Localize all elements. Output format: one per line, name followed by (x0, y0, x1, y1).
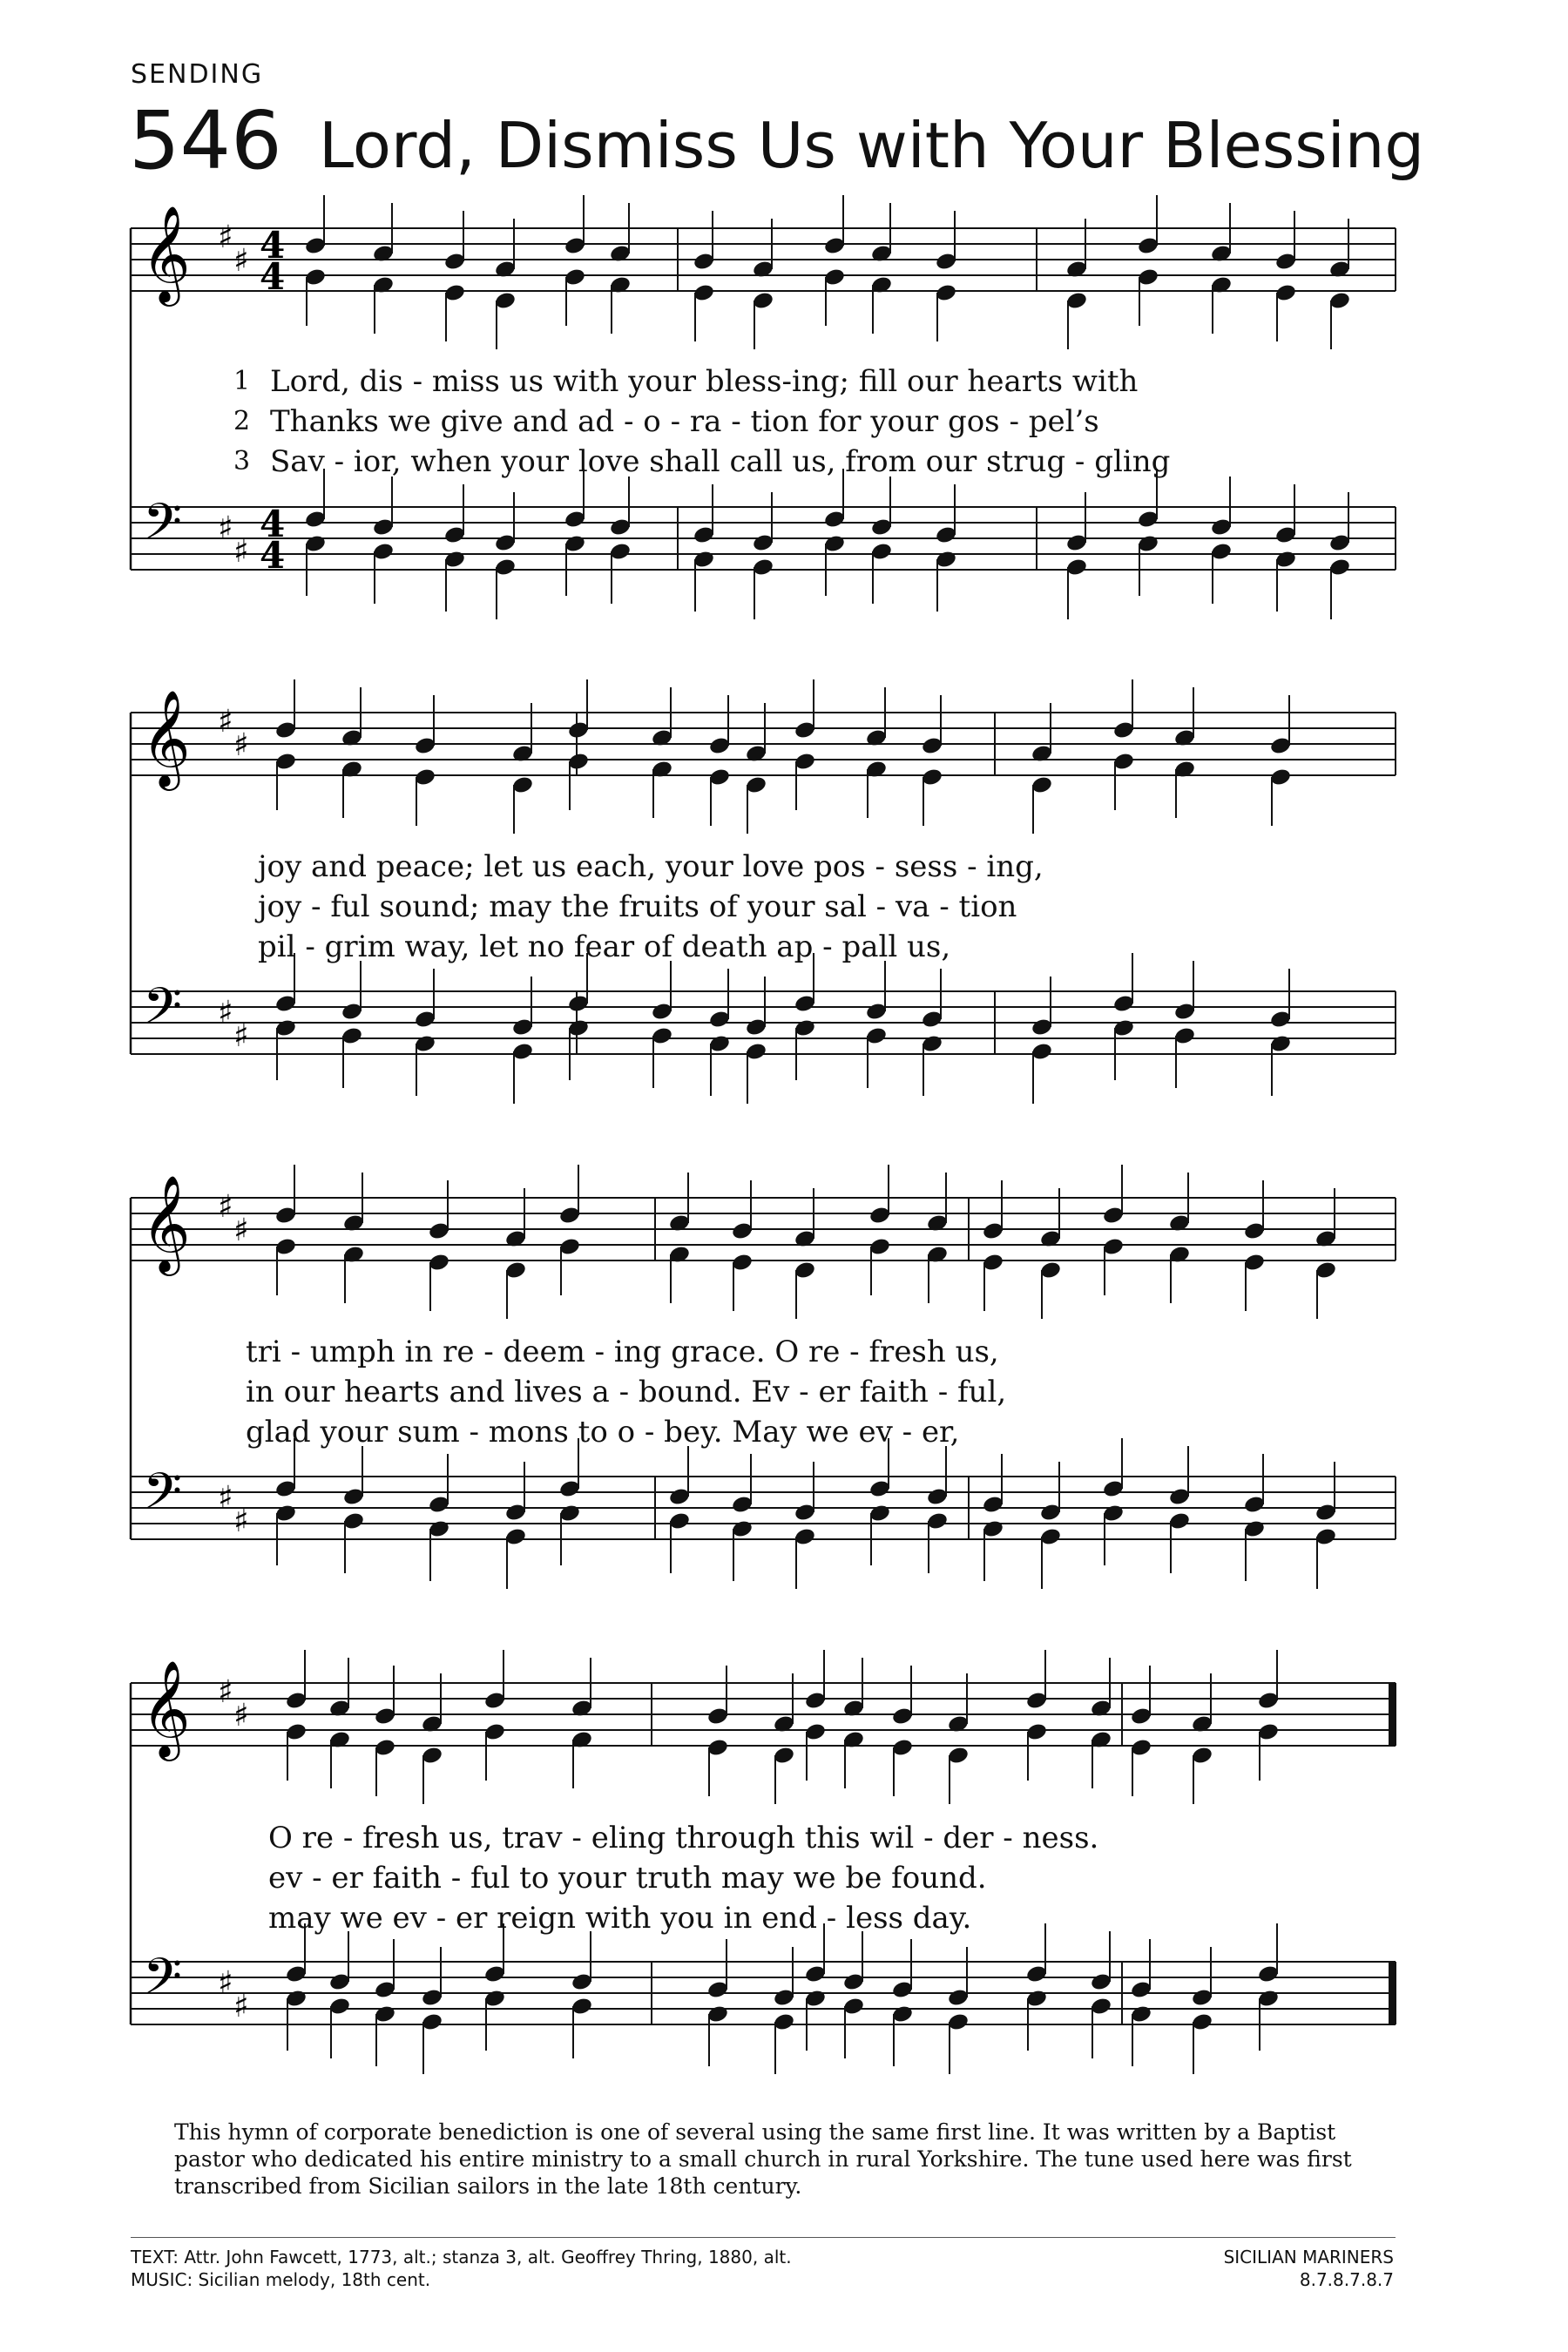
treble-clef: 𝄞 (141, 205, 191, 302)
hymn-note: This hymn of corporate benediction is one of several using the same first line. It was written by a Baptist pastor who dedicated his entire ministry to a small church in rural Yorkshire. The tune used here was first transcribed from Sicilian sailors in the late 18th century. (174, 2119, 1352, 2199)
footer-rule (131, 2237, 1396, 2238)
sharp-sign: ♯ (218, 704, 233, 740)
treble-clef: 𝄞 (141, 1659, 191, 1757)
tune-name: SICILIAN MARINERS (1223, 2247, 1394, 2268)
time-signature: 4 (260, 224, 286, 267)
lyric-line: in our hearts and lives a - bound. Ev - er faith - ful, (246, 1375, 1007, 1409)
hymn-title: Lord, Dismiss Us with Your Blessing (319, 109, 1425, 182)
final-barline (1389, 1683, 1396, 1746)
time-signature: 4 (260, 534, 286, 577)
sharp-sign: ♯ (218, 1965, 233, 2001)
lyric-line: joy - ful sound; may the fruits of your sal - va - tion (258, 889, 1017, 924)
time-signature: 4 (260, 255, 286, 298)
lyric-line: O re - fresh us, trav - eling through this wil - der - ness. (268, 1821, 1099, 1855)
final-barline (1389, 1962, 1396, 2024)
lyric-line: tri - umph in re - deem - ing grace. O re - fresh us, (246, 1335, 999, 1369)
sharp-sign: ♯ (233, 1698, 249, 1734)
sharp-sign: ♯ (233, 727, 249, 763)
lyric-line: Lord, dis - miss us with your bless-ing; fill our hearts with (270, 364, 1139, 399)
sharp-sign: ♯ (233, 1504, 249, 1539)
verse-number: 3 (233, 446, 251, 476)
music-credit: MUSIC: Sicilian melody, 18th cent. (131, 2269, 431, 2290)
sharp-sign: ♯ (233, 1018, 249, 1054)
lyric-line: may we ev - er reign with you in end - less day. (268, 1901, 972, 1936)
section-label: SENDING (131, 59, 264, 90)
verse-number: 1 (233, 366, 251, 396)
bass-clef: 𝄢 (143, 1462, 183, 1533)
lyric-line: ev - er faith - ful to your truth may we be found. (268, 1861, 987, 1896)
lyric-line: joy and peace; let us each, your love pos - sess - ing, (258, 849, 1044, 884)
sharp-sign: ♯ (218, 1674, 233, 1710)
lyric-line: Sav - ior, when your love shall call us, from our strug - gling (270, 444, 1171, 479)
sharp-sign: ♯ (233, 243, 249, 279)
sharp-sign: ♯ (233, 1989, 249, 2024)
sharp-sign: ♯ (218, 1189, 233, 1225)
lyric-line: glad your sum - mons to o - bey. May we ev - er, (246, 1415, 960, 1450)
bass-clef: 𝄢 (143, 977, 183, 1048)
bass-clef: 𝄢 (143, 1947, 183, 2018)
sharp-sign: ♯ (218, 1480, 233, 1516)
lyric-line: pil - grim way, let no fear of death ap - pall us, (258, 929, 951, 964)
treble-clef: 𝄞 (141, 689, 191, 787)
sharp-sign: ♯ (218, 995, 233, 1031)
bass-clef: 𝄢 (143, 492, 183, 564)
sharp-sign: ♯ (218, 220, 233, 255)
text-credit: TEXT: Attr. John Fawcett, 1773, alt.; stanza 3, alt. Geoffrey Thring, 1880, alt. (131, 2247, 792, 2268)
treble-clef: 𝄞 (141, 1174, 191, 1272)
meter: 8.7.8.7.8.7 (1299, 2269, 1394, 2290)
sharp-sign: ♯ (233, 1213, 249, 1248)
sharp-sign: ♯ (218, 510, 233, 546)
sharp-sign: ♯ (233, 534, 249, 570)
verse-number: 2 (233, 406, 251, 436)
hymn-number: 546 (129, 94, 282, 187)
lyric-line: Thanks we give and ad - o - ra - tion for your gos - pel’s (270, 404, 1099, 439)
time-signature: 4 (260, 503, 286, 545)
